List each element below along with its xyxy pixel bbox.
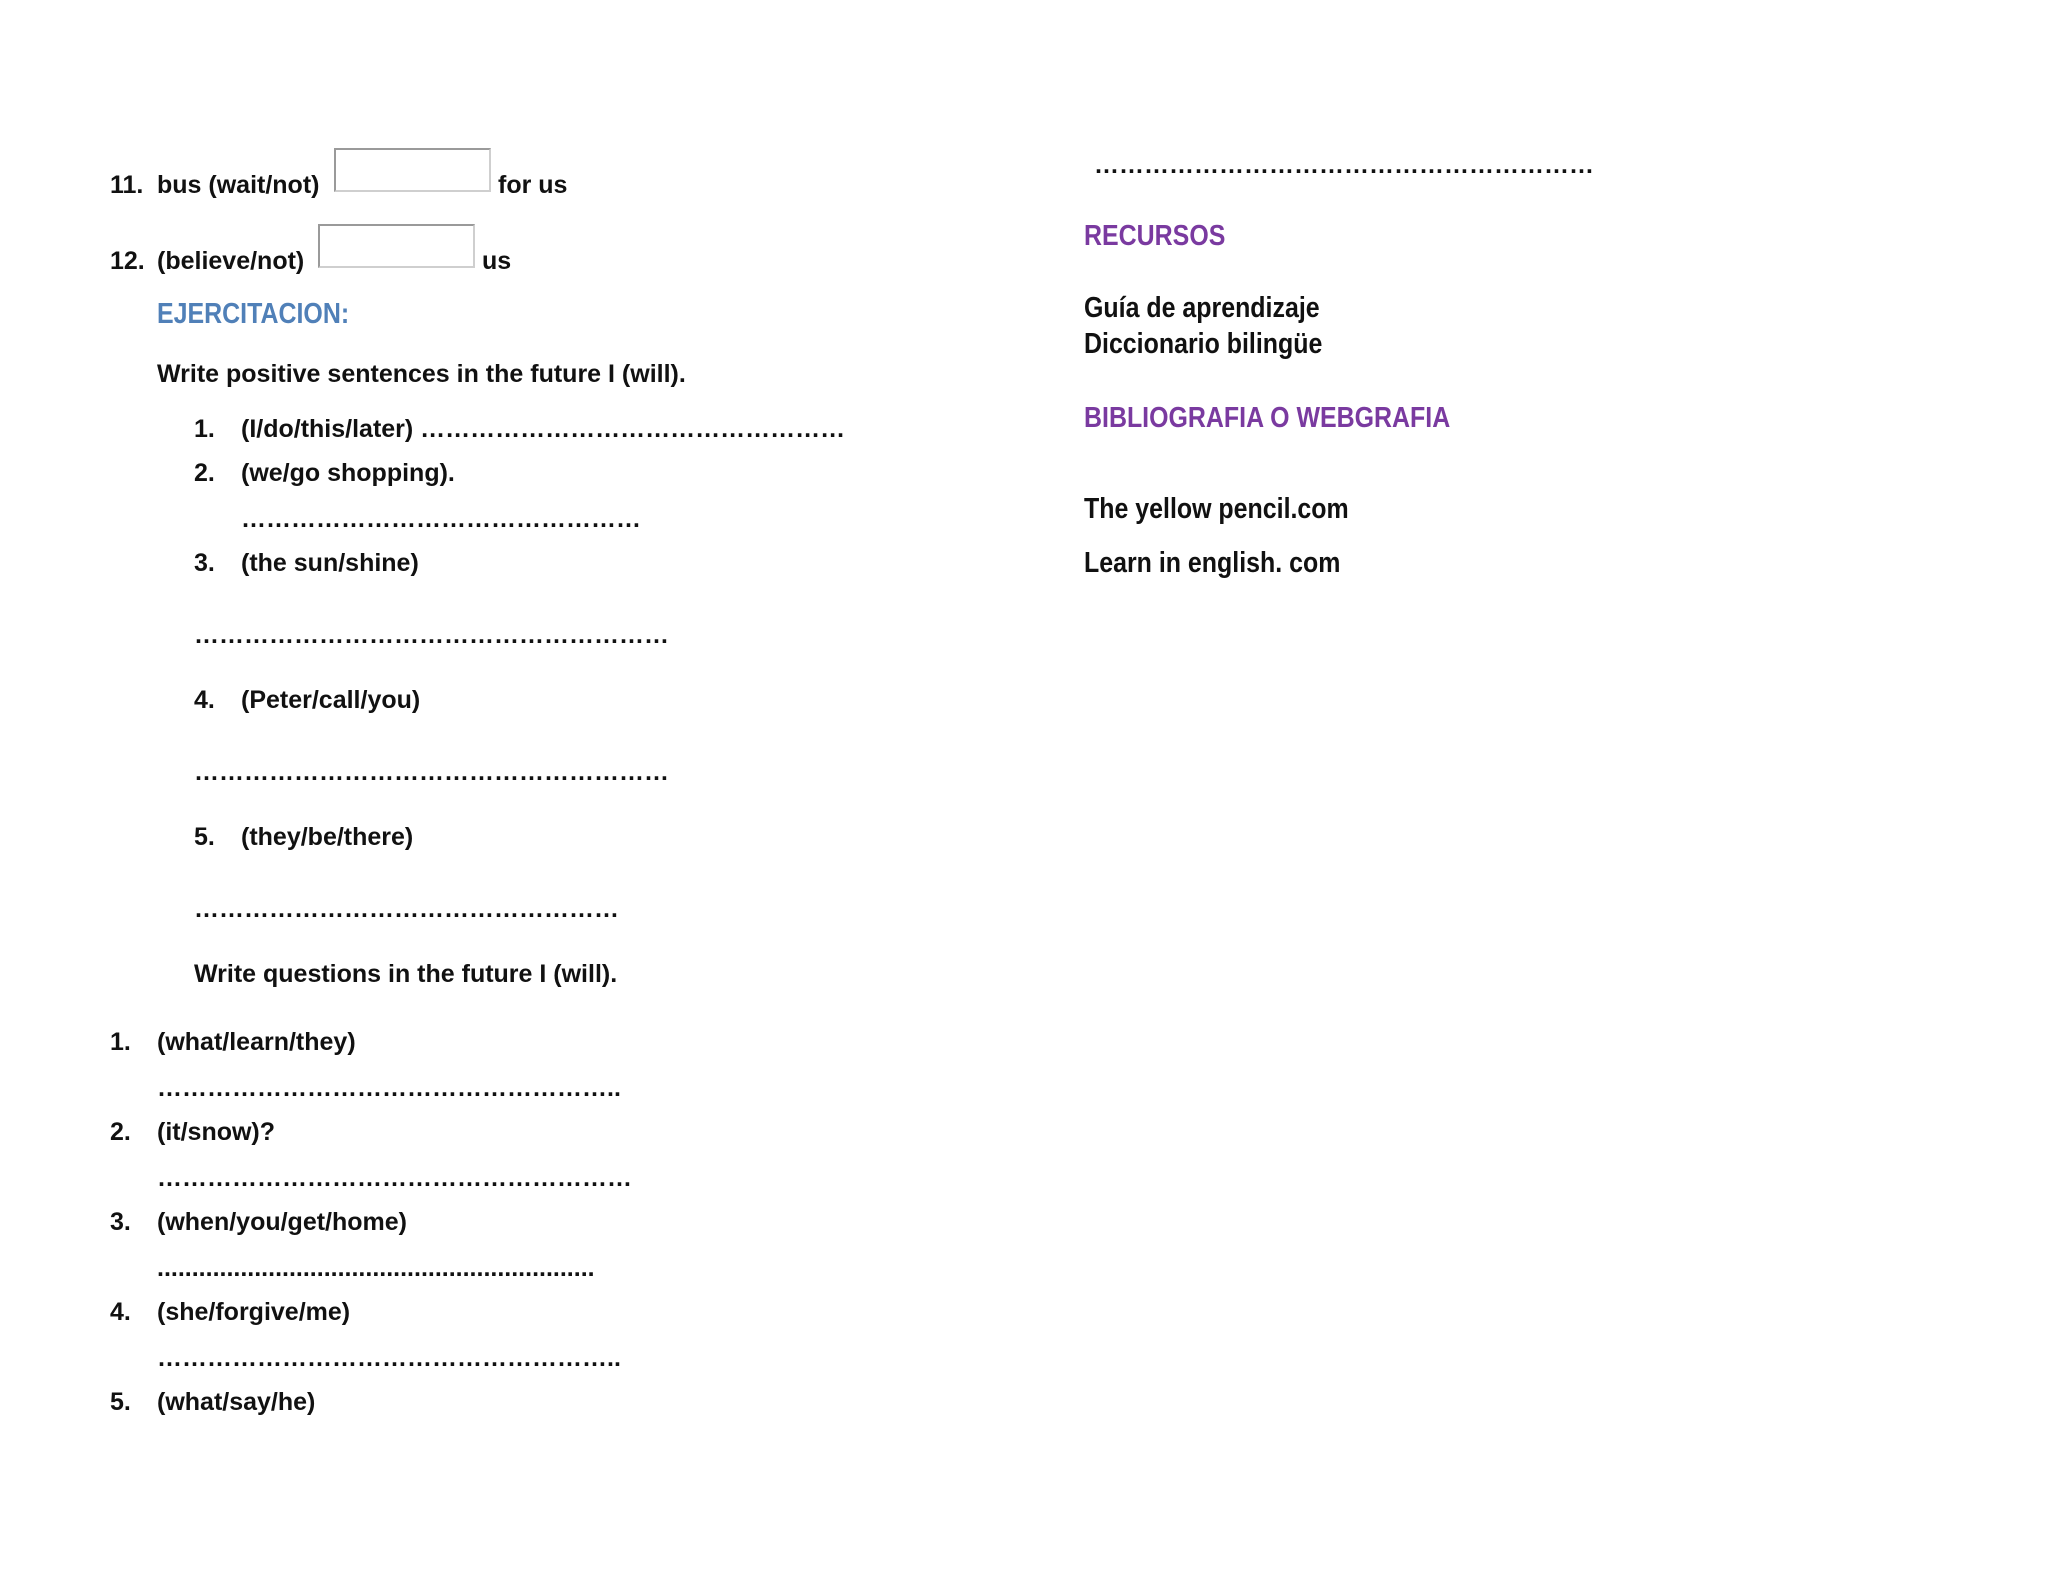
question-4-prompt: (she/forgive/me) bbox=[157, 1298, 351, 1326]
instruction-positive: Write positive sentences in the future I (will). bbox=[157, 360, 686, 388]
positive-5-dots: …………………………………………… bbox=[194, 895, 619, 923]
item-11-answer-box[interactable] bbox=[334, 148, 491, 192]
item-11-after: for us bbox=[498, 171, 568, 199]
question-2-dots: ………………………………………………… bbox=[157, 1164, 632, 1192]
ejercitacion-heading: EJERCITACION: bbox=[157, 298, 350, 330]
positive-2-prompt: (we/go shopping). bbox=[241, 459, 455, 487]
positive-1-prompt: (I/do/this/later) …………………………………………… bbox=[241, 415, 846, 443]
item-11-number: 11. bbox=[110, 171, 144, 199]
question-3-number: 3. bbox=[110, 1208, 131, 1236]
positive-3-dots: ………………………………………………… bbox=[194, 621, 669, 649]
positive-4-number: 4. bbox=[194, 686, 215, 714]
positive-3-number: 3. bbox=[194, 549, 215, 577]
bibliografia-heading: BIBLIOGRAFIA O WEBGRAFIA bbox=[1084, 402, 1451, 434]
positive-3-prompt: (the sun/shine) bbox=[241, 549, 419, 577]
item-12-answer-box[interactable] bbox=[318, 224, 475, 268]
item-12-after: us bbox=[482, 247, 512, 275]
bibliografia-item-2: Learn in english. com bbox=[1084, 547, 1341, 579]
instruction-questions: Write questions in the future I (will). bbox=[194, 960, 618, 988]
positive-5-prompt: (they/be/there) bbox=[241, 823, 414, 851]
positive-2-number: 2. bbox=[194, 459, 215, 487]
recurso-item-2: Diccionario bilingüe bbox=[1084, 328, 1323, 360]
question-1-dots: ……………………………………………….. bbox=[157, 1074, 621, 1102]
positive-2-dots: ………………………………………… bbox=[241, 505, 641, 533]
item-11-label: bus (wait/not) bbox=[157, 171, 320, 199]
positive-4-prompt: (Peter/call/you) bbox=[241, 686, 421, 714]
positive-5-number: 5. bbox=[194, 823, 215, 851]
right-top-dots: …………………………………………………… bbox=[1094, 151, 1594, 179]
question-1-prompt: (what/learn/they) bbox=[157, 1028, 356, 1056]
question-4-dots: ……………………………………………….. bbox=[157, 1344, 621, 1372]
question-5-number: 5. bbox=[110, 1388, 131, 1416]
bibliografia-item-1: The yellow pencil.com bbox=[1084, 493, 1349, 525]
question-4-number: 4. bbox=[110, 1298, 131, 1326]
recurso-item-1: Guía de aprendizaje bbox=[1084, 292, 1320, 324]
question-3-prompt: (when/you/get/home) bbox=[157, 1208, 407, 1236]
item-12-number: 12. bbox=[110, 247, 145, 275]
item-12-label: (believe/not) bbox=[157, 247, 305, 275]
question-5-prompt: (what/say/he) bbox=[157, 1388, 316, 1416]
positive-1-number: 1. bbox=[194, 415, 215, 443]
recursos-heading: RECURSOS bbox=[1084, 220, 1226, 252]
question-2-number: 2. bbox=[110, 1118, 131, 1146]
question-2-prompt: (it/snow)? bbox=[157, 1118, 276, 1146]
question-1-number: 1. bbox=[110, 1028, 131, 1056]
positive-4-dots: ………………………………………………… bbox=[194, 758, 669, 786]
question-3-dots: ............................................................... bbox=[157, 1254, 595, 1282]
